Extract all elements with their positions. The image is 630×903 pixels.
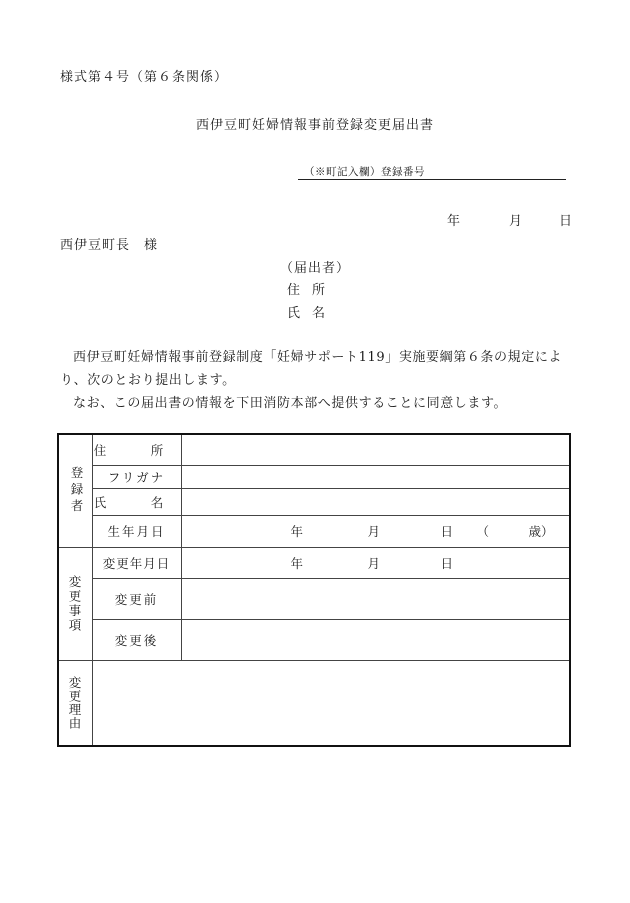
reason-group-cell xyxy=(58,660,92,746)
change-group-label: 変更事項 xyxy=(67,574,82,633)
form-table xyxy=(57,433,571,747)
table-row xyxy=(58,578,570,619)
age-open: （ xyxy=(476,524,490,539)
table-row xyxy=(58,488,570,515)
change-month-unit: 月 xyxy=(367,555,381,571)
date-year-label: 年 xyxy=(447,214,461,229)
birth-day-unit: 日 xyxy=(440,524,454,539)
furigana-label: フリガナ xyxy=(92,465,181,488)
registration-number-field xyxy=(298,163,566,180)
birthdate-label: 生年月日 xyxy=(92,515,181,547)
table-row xyxy=(58,515,570,547)
submitter-address-label: 住所 xyxy=(287,283,338,298)
table-row xyxy=(58,465,570,488)
addressee: 西伊豆町長 様 xyxy=(60,238,159,253)
after-change-label: 変更後 xyxy=(92,619,181,660)
page-title: 西伊豆町妊婦情報事前登録変更届出書 xyxy=(195,118,434,133)
change-day-unit: 日 xyxy=(440,555,454,571)
table-row xyxy=(58,434,570,465)
furigana-input[interactable] xyxy=(181,465,570,488)
reason-input[interactable] xyxy=(92,660,570,746)
after-change-input[interactable] xyxy=(181,619,570,660)
change-group-cell xyxy=(58,547,92,660)
reason-group-label: 変更理由 xyxy=(67,675,82,730)
before-change-label: 変更前 xyxy=(92,578,181,619)
registrant-group-label: 登録者 xyxy=(69,466,84,516)
change-year-unit: 年 xyxy=(290,555,304,571)
submitter-name-label: 氏名 xyxy=(287,306,338,321)
age-close: 歳） xyxy=(528,524,554,539)
registration-number-label: （※町記入欄）登録番号 xyxy=(304,166,425,178)
consent-paragraph: なお、この届出書の情報を下田消防本部へ提供することに同意します。 xyxy=(73,396,508,411)
table-row xyxy=(58,547,570,578)
form-number: 様式第４号（第６条関係） xyxy=(60,70,229,85)
change-date-label: 変更年月日 xyxy=(92,547,181,578)
address-label: 住 所 xyxy=(92,434,181,465)
name-label: 氏 名 xyxy=(92,488,181,515)
table-row xyxy=(58,660,570,746)
before-change-input[interactable] xyxy=(181,578,570,619)
table-row xyxy=(58,619,570,660)
address-input[interactable] xyxy=(181,434,570,465)
name-input[interactable] xyxy=(181,488,570,515)
birth-year-unit: 年 xyxy=(290,524,304,539)
birth-month-unit: 月 xyxy=(367,524,381,539)
change-date-input[interactable] xyxy=(181,547,570,578)
registrant-group-cell xyxy=(58,434,92,547)
birthdate-input[interactable] xyxy=(181,515,570,547)
date-month-label: 月 xyxy=(509,214,523,229)
date-day-label: 日 xyxy=(559,214,573,229)
submitter-heading: （届出者） xyxy=(280,261,351,276)
body-paragraph: 西伊豆町妊婦情報事前登録制度「妊婦サポート119」実施要綱第６条の規定により、次のとおり提出します。 xyxy=(60,350,563,388)
